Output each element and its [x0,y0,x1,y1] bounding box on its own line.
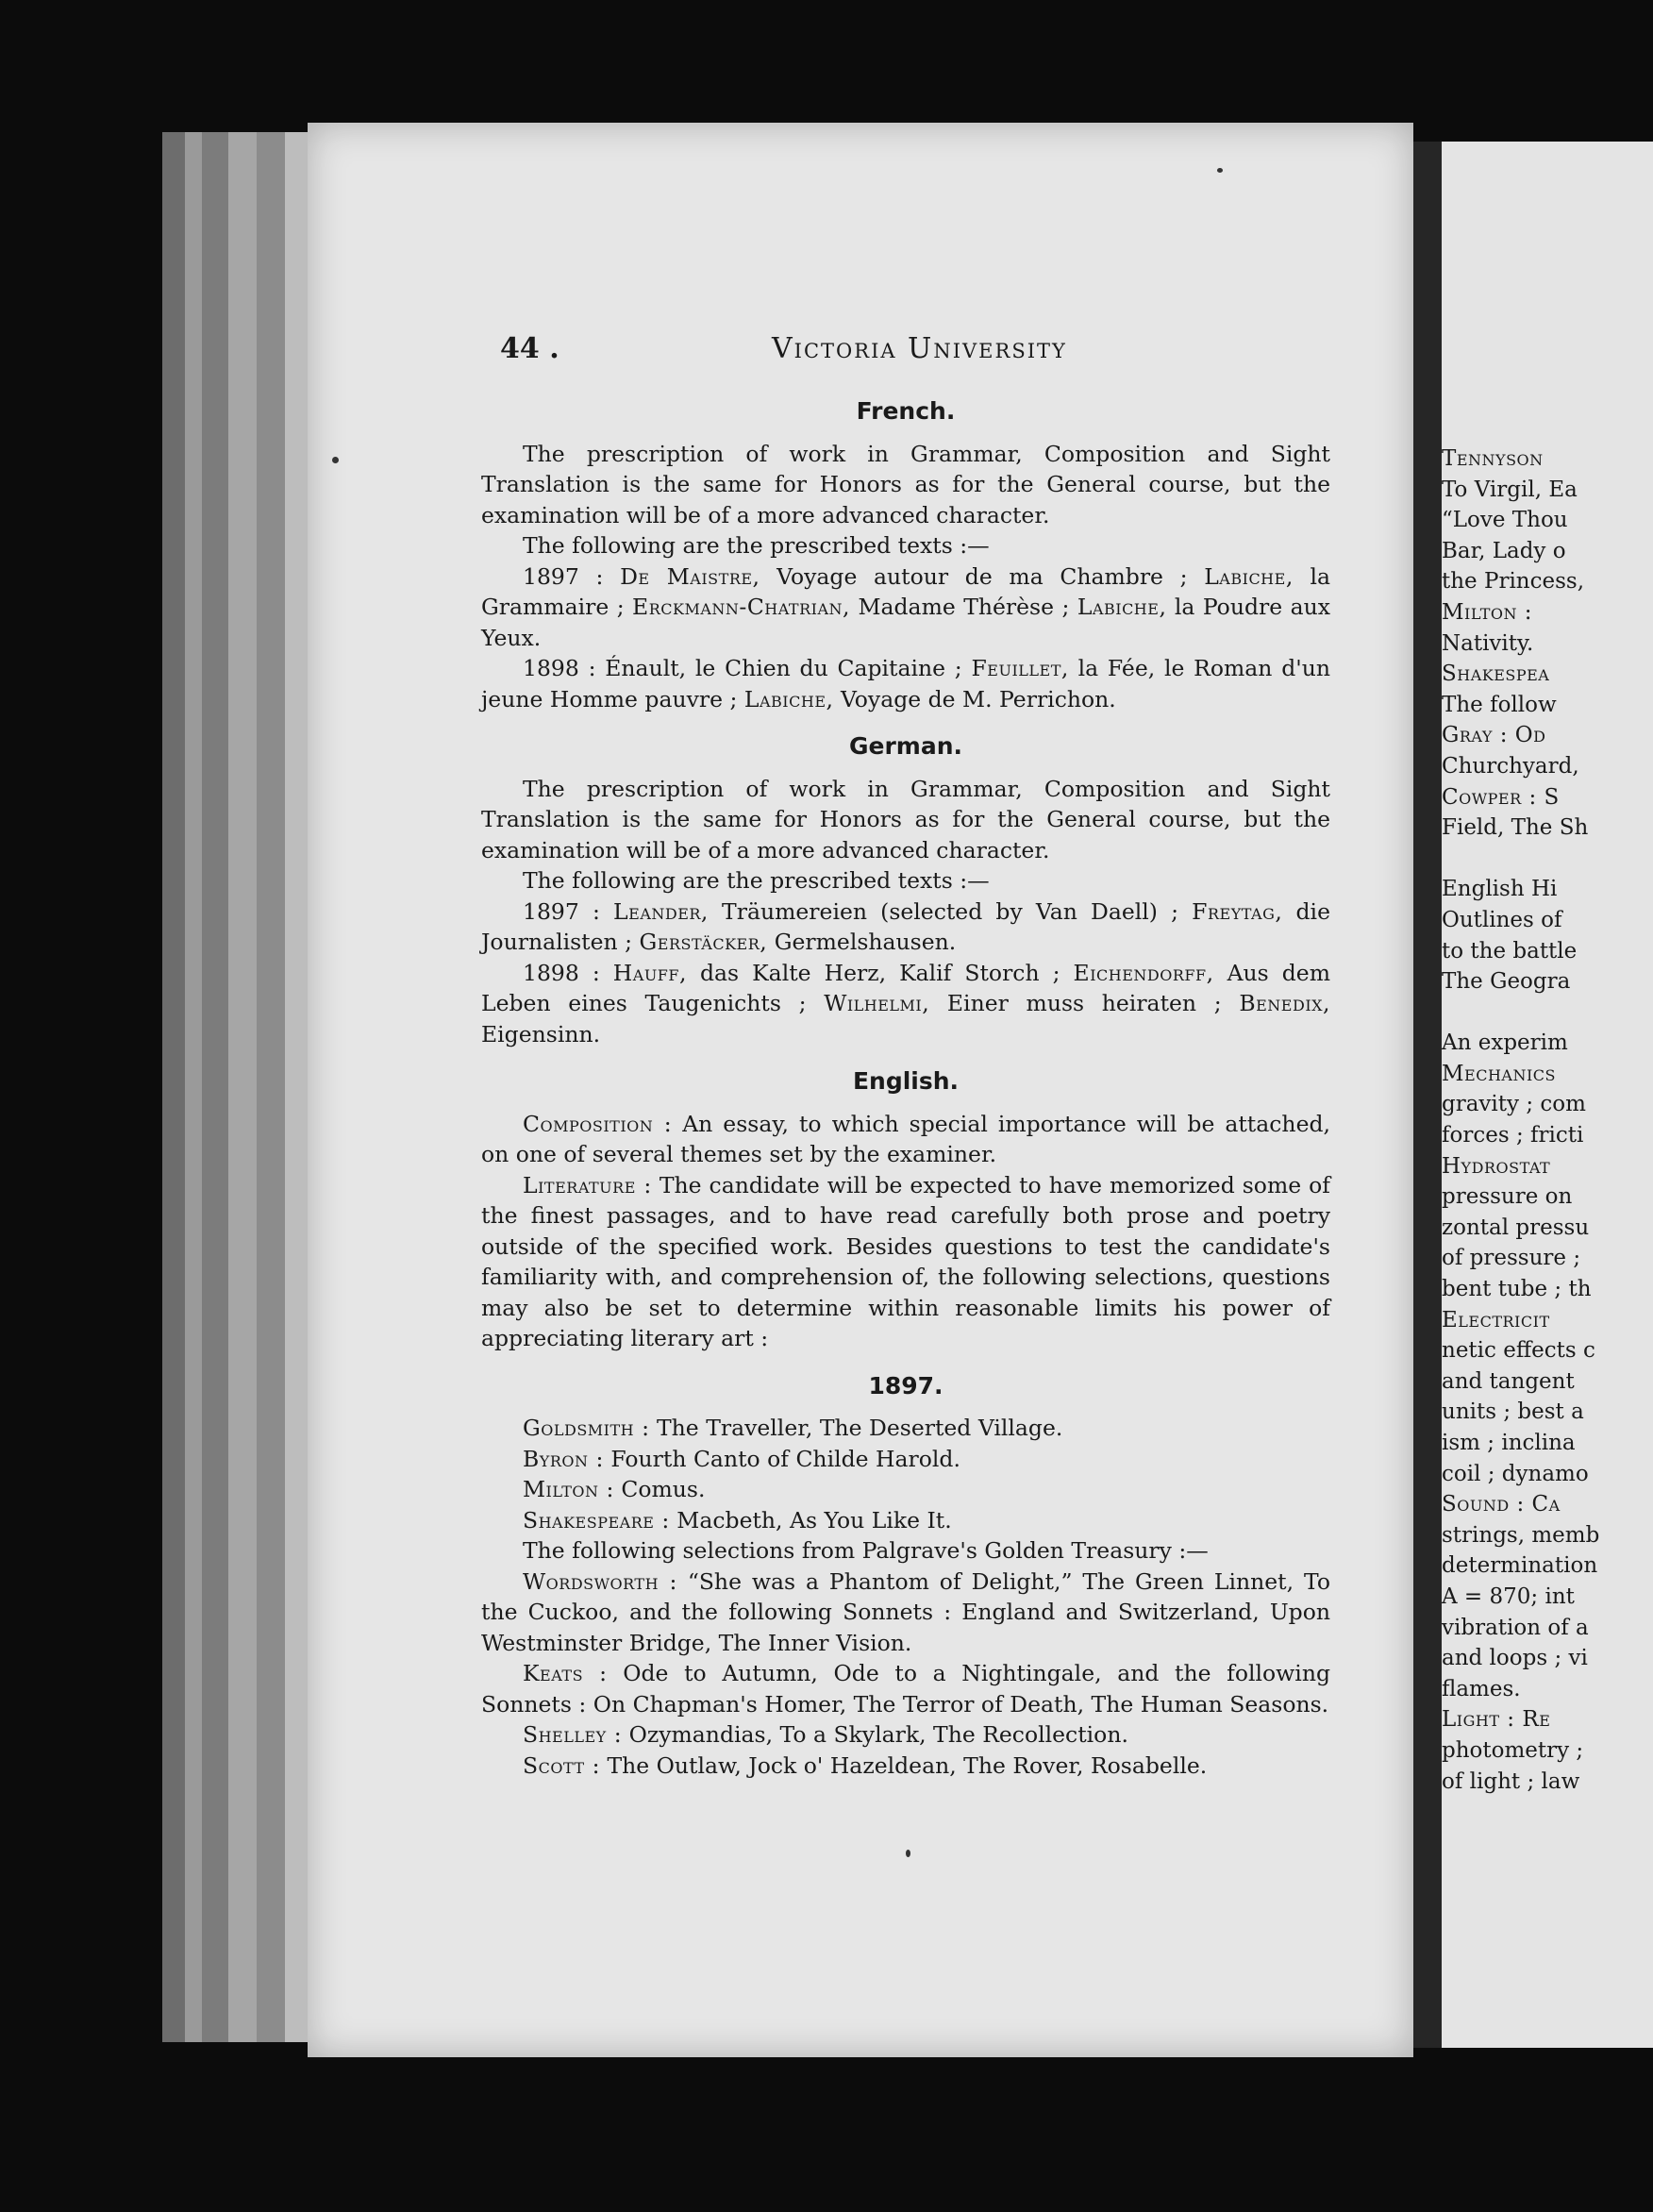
right-page-line: The follow [1442,692,1557,717]
french-1898: 1898 : Énault, le Chien du Capitaine ; Feuillet, la Fée, le Roman d'un jeune Homme pauvre ; Labiche, Voyage de M. Perrichon. [481,655,1330,712]
right-page-line: and tangent [1442,1368,1575,1394]
right-page-line: bent tube ; th [1442,1277,1592,1302]
right-page-line: vibration of a [1442,1615,1589,1640]
page-number: 44 . [500,332,559,365]
page-body [481,385,1330,1781]
french-paragraph: The prescription of work in Grammar, Composition and Sight Translation is the same for Honors as for the General course, but the examination will be of a more advanced character. [481,440,1330,528]
right-page-line: Bar, Lady o [1442,538,1566,563]
right-page-line [1442,844,1599,875]
right-page-line: Hydrostat [1442,1153,1551,1179]
right-page-line: flames. [1442,1676,1521,1701]
book-edge [162,132,185,2042]
composition-paragraph: Composition : An essay, to which special importance will be attached, on one of several themes set by the examiner. [481,1110,1330,1167]
book-edge [228,132,257,2042]
english-heading: English. [852,1067,960,1095]
list-item: Goldsmith : The Traveller, The Deserted Village. [523,1415,1063,1441]
list-item: Milton : Comus. [523,1476,706,1502]
right-page-line: Mechanics [1442,1061,1557,1086]
right-page-line: The Geogra [1442,969,1571,995]
right-page-line: photometry ; [1442,1737,1584,1763]
list-item: Byron : Fourth Canto of Childe Harold. [523,1445,960,1472]
year-1897-heading: 1897. [868,1371,943,1399]
literature-paragraph: Literature : The candidate will be expected to have memorized some of the finest passages, and to have read carefully both prose and poetry outside of the specified work. Besides questions to test the candidate's familiarity with, and comprehension of, the following selections, questions may also be set to determine within reasonable limits his power of appreciating literary art : [481,1171,1330,1351]
right-page-line: Sound : Ca [1442,1492,1561,1517]
right-page-line: English Hi [1442,877,1558,902]
french-heading: French. [856,397,956,425]
right-page-line: gravity ; com [1442,1092,1586,1117]
right-page-line: and loops ; vi [1442,1646,1588,1671]
right-page-line: Churchyard, [1442,753,1579,779]
right-page-text [1442,444,1599,1797]
right-page-line: To Virgil, Ea [1442,477,1578,502]
right-page-line: zontal pressu [1442,1215,1590,1240]
ink-speck [906,1850,910,1857]
right-page-line: Light : Re [1442,1707,1551,1733]
book-edge [285,132,308,2042]
right-page-line: units ; best a [1442,1399,1584,1425]
list-item: Shakespeare : Macbeth, As You Like It. [523,1506,952,1533]
french-texts-intro: The following are the prescribed texts :— [523,532,990,559]
right-page-line: Field, The Sh [1442,815,1589,841]
right-page-line: Electricit [1442,1307,1550,1332]
right-page-line: ism ; inclina [1442,1431,1576,1455]
german-1897: 1897 : Leander, Träumereien (selected by Van Daell) ; Freytag, die Journalisten ; Gerstäcker, Germelshausen. [481,897,1330,955]
french-1897: 1897 : De Maistre, Voyage autour de ma Chambre ; Labiche, la Grammaire ; Erckmann-Chatrian, Madame Thérèse ; Labiche, la Poudre aux Yeux. [481,562,1330,651]
right-page-line: Gray : Od [1442,723,1546,748]
ink-speck [332,457,339,463]
right-page-line: of pressure ; [1442,1246,1581,1271]
selections-list [481,1413,1330,1781]
right-page-line: pressure on [1442,1184,1573,1210]
list-item: Shelley : Ozymandias, To a Skylark, The Recollection. [523,1721,1128,1748]
list-item: Wordsworth : “She was a Phantom of Delight,” The Green Linnet, To the Cuckoo, and the following Sonnets : England and Switzerland, Upon Westminster Bridge, The Inner Vision. [481,1567,1330,1656]
right-page-line: Shakespea [1442,662,1550,687]
palgrave-intro: The following selections from Palgrave's Golden Treasury :— [523,1537,1209,1564]
right-page-line [1442,997,1599,1029]
right-page-line: Cowper : S [1442,784,1560,810]
right-page-line: forces ; fricti [1442,1123,1584,1148]
right-page-line: netic effects c [1442,1338,1595,1364]
german-1898: 1898 : Hauff, das Kalte Herz, Kalif Storch ; Eichendorff, Aus dem Leben eines Taugenichts ; Wilhelmi, Einer muss heiraten ; Benedix, Eigensinn. [481,959,1330,1047]
right-page-line: determination [1442,1553,1598,1579]
right-page-line: of light ; law [1442,1768,1580,1794]
book-edge [257,132,285,2042]
ink-speck [1217,168,1223,173]
book-gutter [1413,142,1442,2048]
book-edge [185,132,202,2042]
list-item: Scott : The Outlaw, Jock o' Hazeldean, The Rover, Rosabelle. [523,1751,1208,1779]
right-page-line: An experim [1442,1031,1568,1056]
right-page-line: strings, memb [1442,1522,1600,1548]
right-page-line: “Love Thou [1442,508,1568,533]
right-page-line: Nativity. [1442,630,1534,656]
right-page-line: coil ; dynamo [1442,1461,1589,1486]
right-page-line: Tennyson [1442,446,1544,471]
list-item: Keats : Ode to Autumn, Ode to a Nightingale, and the following Sonnets : On Chapman's Homer, The Terror of Death, The Human Seasons. [481,1660,1330,1718]
right-page-line: Milton : [1442,599,1533,625]
german-texts-intro: The following are the prescribed texts :— [523,867,990,894]
book-edge [202,132,228,2042]
german-paragraph: The prescription of work in Grammar, Composition and Sight Translation is the same for Honors as for the General course, but the examination will be of a more advanced character. [481,775,1330,863]
right-page-line: Outlines of [1442,907,1562,932]
right-page-line: to the battle [1442,938,1578,964]
german-heading: German. [848,732,963,760]
right-page-line: the Princess, [1442,569,1585,595]
running-title: Victoria University [772,332,1067,365]
right-page-line: A = 870; int [1442,1584,1575,1609]
right-page [1442,142,1653,2048]
